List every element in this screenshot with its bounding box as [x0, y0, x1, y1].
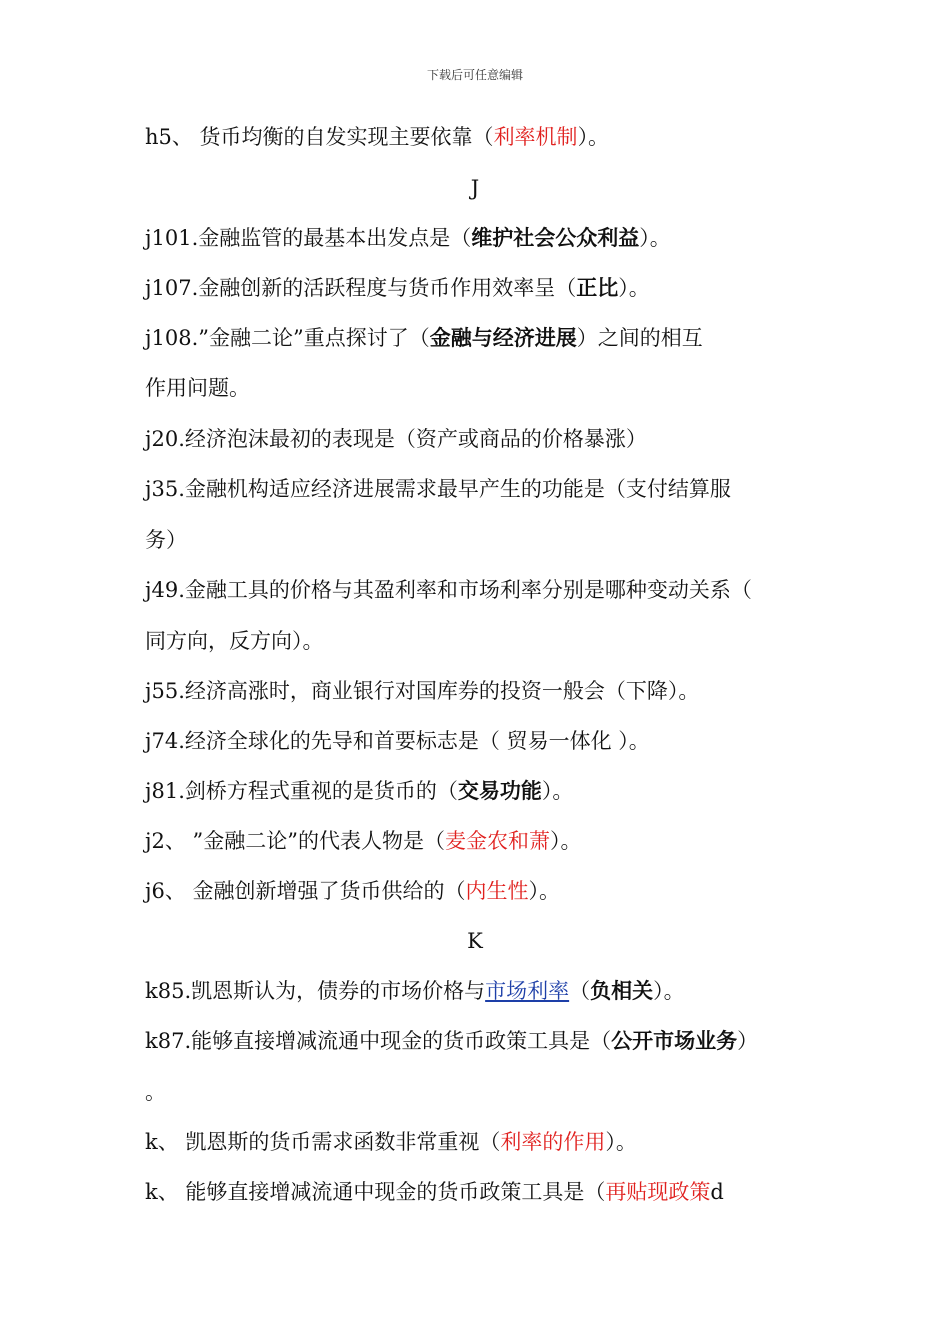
question-j55: j55.经济高涨时，商业银行对国库券的投资一般会（下降）。 [145, 679, 700, 703]
answer-text: 内生性 [465, 879, 529, 903]
question-k85: k85.凯恩斯认为，债券的市场价格与市场利率（负相关）。 [145, 979, 685, 1003]
answer-text: 再贴现政策 [605, 1180, 711, 1204]
section-heading-k: K [467, 929, 483, 953]
question-j20: j20.经济泡沫最初的表现是（资产或商品的价格暴涨） [145, 427, 647, 451]
question-j2: j2、 ”金融二论”的代表人物是（麦金农和萧）。 [145, 829, 582, 853]
question-j108-continued: 作用问题。 [145, 376, 250, 400]
question-j107: j107.金融创新的活跃程度与货币作用效率呈（正比）。 [145, 276, 650, 300]
question-j35-continued: 务） [145, 528, 187, 552]
market-rate-link[interactable]: 市场利率 [485, 979, 570, 1003]
question-k-2: k、 能够直接增减流通中现金的货币政策工具是（再贴现政策d [145, 1180, 724, 1204]
answer-text: 金融与经济进展 [429, 326, 577, 350]
question-j6: j6、 金融创新增强了货币供给的（内生性）。 [145, 879, 561, 903]
answer-text: 维护社会公众利益 [471, 226, 640, 250]
question-j49-continued: 同方向，反方向）。 [145, 629, 324, 653]
question-j108: j108.”金融二论”重点探讨了（金融与经济进展）之间的相互 [145, 326, 703, 350]
question-k87-continued: 。 [145, 1080, 166, 1104]
question-k-1: k、 凯恩斯的货币需求函数非常重视（利率的作用）。 [145, 1130, 637, 1154]
question-j49: j49.金融工具的价格与其盈利率和市场利率分别是哪种变动关系（ [145, 578, 752, 602]
question-k87: k87.能够直接增减流通中现金的货币政策工具是（公开市场业务） [145, 1029, 759, 1053]
question-j74: j74.经济全球化的先导和首要标志是（ 贸易一体化 ）。 [145, 729, 650, 753]
answer-text: 正比 [576, 276, 619, 300]
answer-text: 公开市场业务 [611, 1029, 738, 1053]
question-j101: j101.金融监管的最基本出发点是（维护社会公众利益）。 [145, 226, 671, 250]
answer-text: 负相关 [590, 979, 654, 1003]
section-heading-j: J [470, 176, 480, 200]
page-header: 下载后可任意编辑 [426, 68, 523, 82]
question-j35: j35.金融机构适应经济进展需求最早产生的功能是（支付结算服 [145, 477, 731, 501]
answer-text: 利率机制 [493, 125, 578, 149]
answer-text: 交易功能 [457, 779, 542, 803]
answer-text: 麦金农和萧 [445, 829, 551, 853]
answer-text: 利率的作用 [500, 1130, 606, 1154]
question-h5: h5、 货币均衡的自发实现主要依靠（利率机制）。 [145, 125, 610, 149]
question-j81: j81.剑桥方程式重视的是货币的（交易功能）。 [145, 779, 574, 803]
